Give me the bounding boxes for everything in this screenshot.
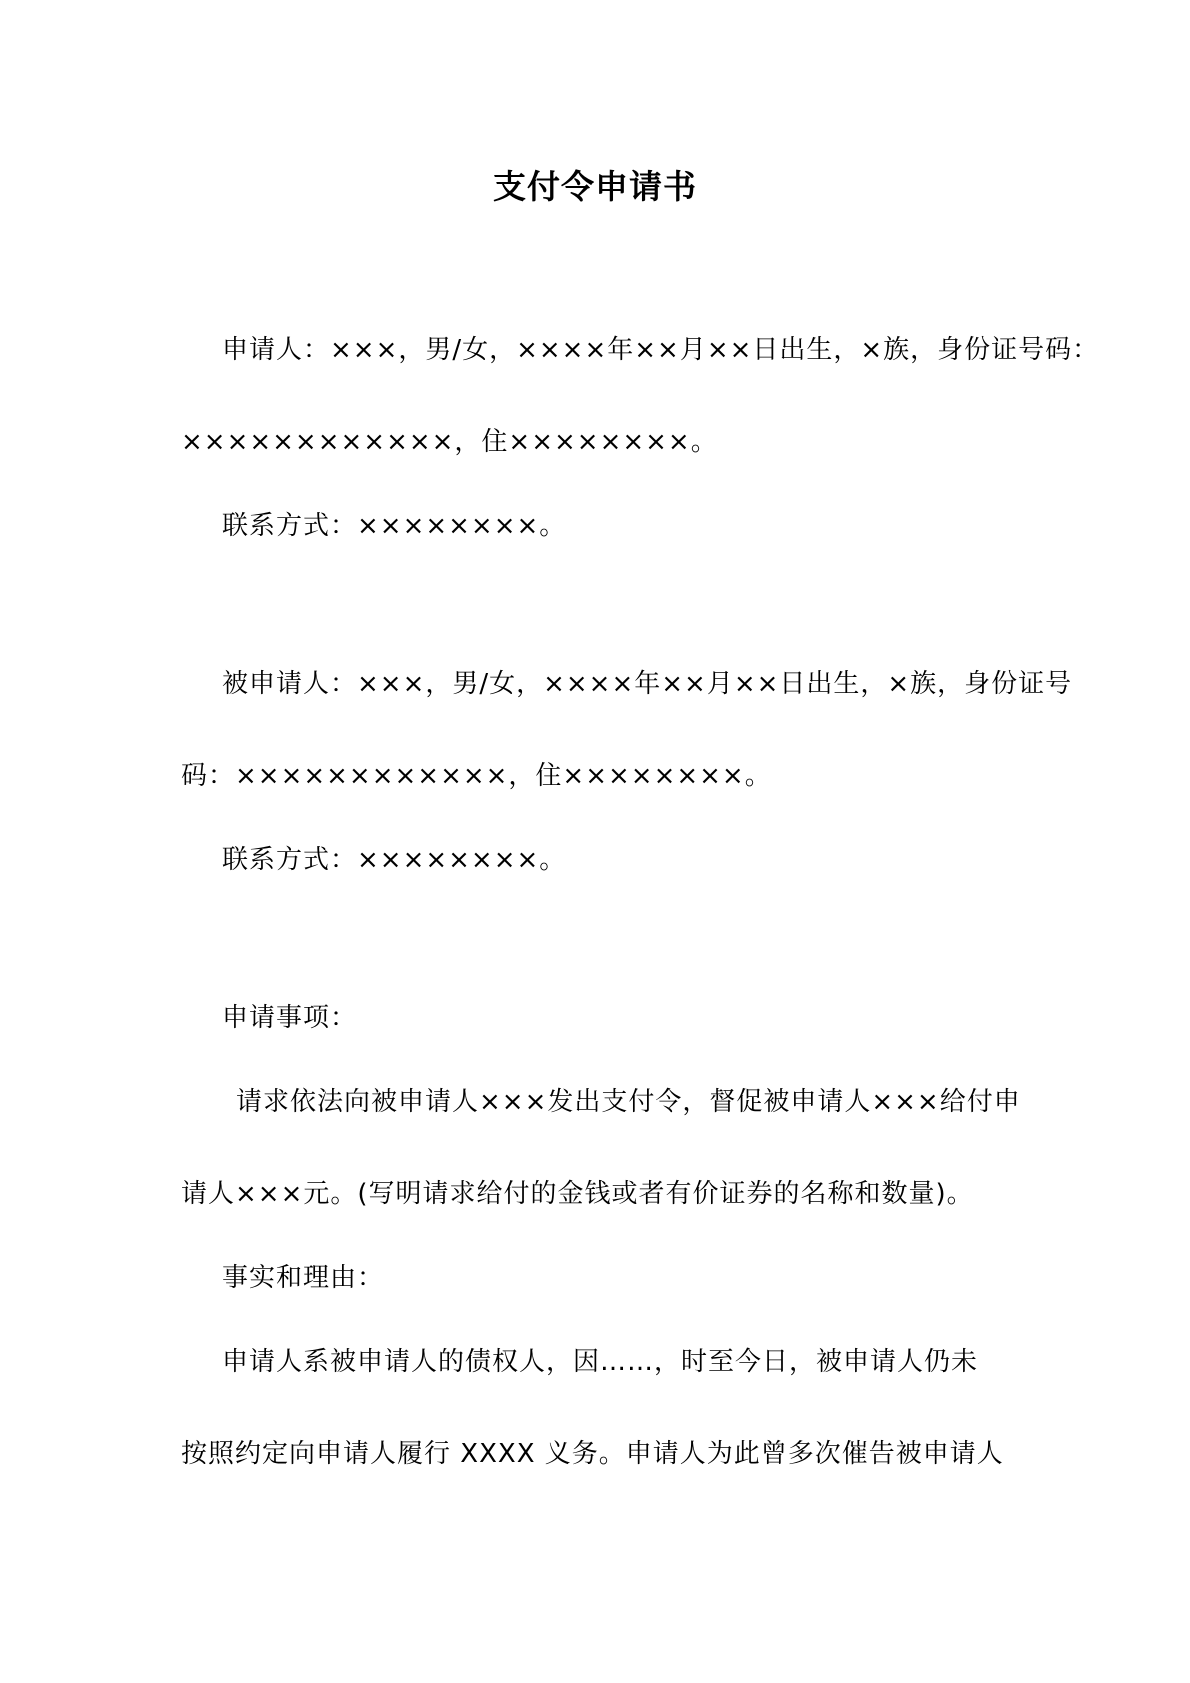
respondent-line-2: 码：××××××××××××，住××××××××。 — [181, 761, 772, 791]
facts-heading: 事实和理由： — [222, 1263, 385, 1293]
request-line-1: 请求依法向被申请人×××发出支付令，督促被申请人×××给付申 — [236, 1087, 1021, 1117]
facts-line-2: 按照约定向申请人履行 XXXX 义务。申请人为此曾多次催告被申请人 — [181, 1439, 1004, 1469]
facts-line-1: 申请人系被申请人的债权人，因……，时至今日，被申请人仍未 — [222, 1347, 979, 1377]
applicant-line-1: 申请人：×××，男/女，××××年××月××日出生，×族，身份证号码： — [222, 335, 1100, 365]
request-heading: 申请事项： — [222, 1003, 358, 1033]
applicant-line-2: ××××××××××××，住××××××××。 — [181, 427, 718, 457]
document-title: 支付令申请书 — [493, 167, 697, 206]
respondent-line-1: 被申请人：×××，男/女，××××年××月××日出生，×族，身份证号 — [222, 669, 1073, 699]
respondent-contact: 联系方式：××××××××。 — [222, 845, 567, 875]
applicant-contact: 联系方式：××××××××。 — [222, 511, 567, 541]
request-line-2: 请人×××元。(写明请求给付的金钱或者有价证券的名称和数量)。 — [181, 1179, 974, 1209]
